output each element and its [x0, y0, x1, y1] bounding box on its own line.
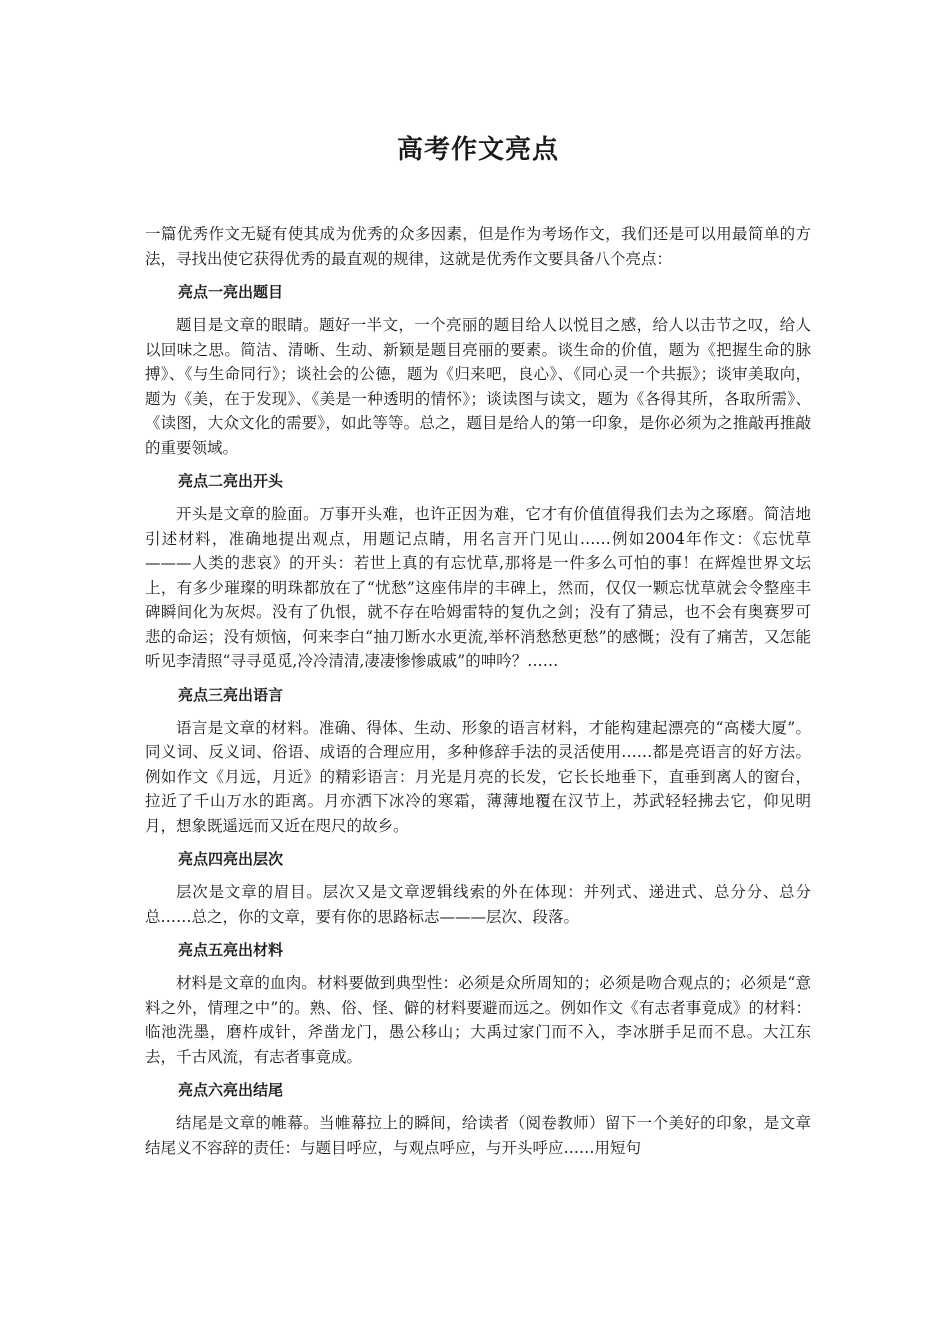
- document-title: 高考作文亮点: [396, 135, 559, 165]
- section-heading-3: 亮点三亮出语言: [178, 685, 284, 704]
- section-body-5: 材料是文章的血肉。材料要做到典型性：必须是众所周知的；必须是吻合观点的；必须是“意料之外，情理之中”的。熟、俗、怪、僻的材料要避而远之。例如作文《有志者事竟成》的材料：临池洗墨，磨杵成针，斧凿龙门，愚公移山；大禹过家门而不入，李冰胼手足而不息。大江东去，千古风流，有志者事竟成。: [145, 974, 811, 1066]
- section-body-6: 结尾是文章的帷幕。当帷幕拉上的瞬间，给读者（阅卷教师）留下一个美好的印象，是文章结尾义不容辞的责任：与题目呼应，与观点呼应，与开头呼应……用短句: [145, 1114, 811, 1157]
- document-page: [145, 130, 811, 1169]
- section-heading-5: 亮点五亮出材料: [178, 941, 284, 959]
- intro-paragraph: 一篇优秀作文无疑有使其成为优秀的众多因素，但是作为考场作文，我们还是可以用最简单的方法，寻找出使它获得优秀的最直观的规律，这就是优秀作文要具备八个亮点：: [145, 225, 811, 268]
- section-heading-4: 亮点四亮出层次: [178, 850, 284, 868]
- section-heading-1: 亮点一亮出题目: [178, 283, 284, 301]
- section-heading-6: 亮点六亮出结尾: [178, 1081, 284, 1099]
- section-body-2: 开头是文章的脸面。万事开头难，也许正因为难，它才有价值值得我们去为之琢磨。简洁地引述材料，准确地提出观点，用题记点睛，用名言开门见山……例如2004年作文：《忘忧草———人类的悲哀》的开头：若世上真的有忘忧草,那将是一件多么可怕的事！在辉煌世界文坛上，有多少璀璨的明珠都放在了“忧愁”这座伟岸的丰碑上，然而，仅仅一颗忘忧草就会令整座丰碑瞬间化为灰烬。没有了仇恨，就不存在哈姆雷特的复仇之剑；没有了猜忌，也不会有奥赛罗可悲的命运；没有烦恼，何来李白“抽刀断水水更流,举杯消愁愁更愁”的感慨；没有了痛苦，又怎能听见李清照“寻寻觅觅,冷冷清清,凄凄惨惨戚戚”的呻吟？……: [145, 505, 811, 670]
- section-heading-2: 亮点二亮出开头: [178, 472, 284, 490]
- section-body-1: 题目是文章的眼睛。题好一半文，一个亮丽的题目给人以悦目之感，给人以击节之叹，给人以回味之思。简洁、清晰、生动、新颖是题目亮丽的要素。谈生命的价值，题为《把握生命的脉搏》、《与生命同行》；谈社会的公德，题为《归来吧，良心》、《同心灵一个共振》；谈审美取向，题为《美，在于发现》、《美是一种透明的情怀》；谈读图与读文，题为《各得其所，各取所需》、《读图，大众文化的需要》，如此等等。总之，题目是给人的第一印象，是你必须为之推敲再推敲的重要领域。: [145, 316, 811, 457]
- section-body-3: 语言是文章的材料。准确、得体、生动、形象的语言材料，才能构建起漂亮的“高楼大厦”。同义词、反义词、俗语、成语的合理应用，多种修辞手法的灵活使用……都是亮语言的好方法。例如作文《月远，月近》的精彩语言：月光是月亮的长发，它长长地垂下，直垂到离人的窗台，拉近了千山万水的距离。月亦洒下冰冷的寒霜，薄薄地覆在汉节上，苏武轻轻拂去它，仰见明月，想象既遥远而又近在咫尺的故乡。: [145, 718, 811, 835]
- section-body-4: 层次是文章的眉目。层次又是文章逻辑线索的外在体现：并列式、递进式、总分分、总分总……总之，你的文章，要有你的思路标志———层次、段落。: [145, 883, 811, 926]
